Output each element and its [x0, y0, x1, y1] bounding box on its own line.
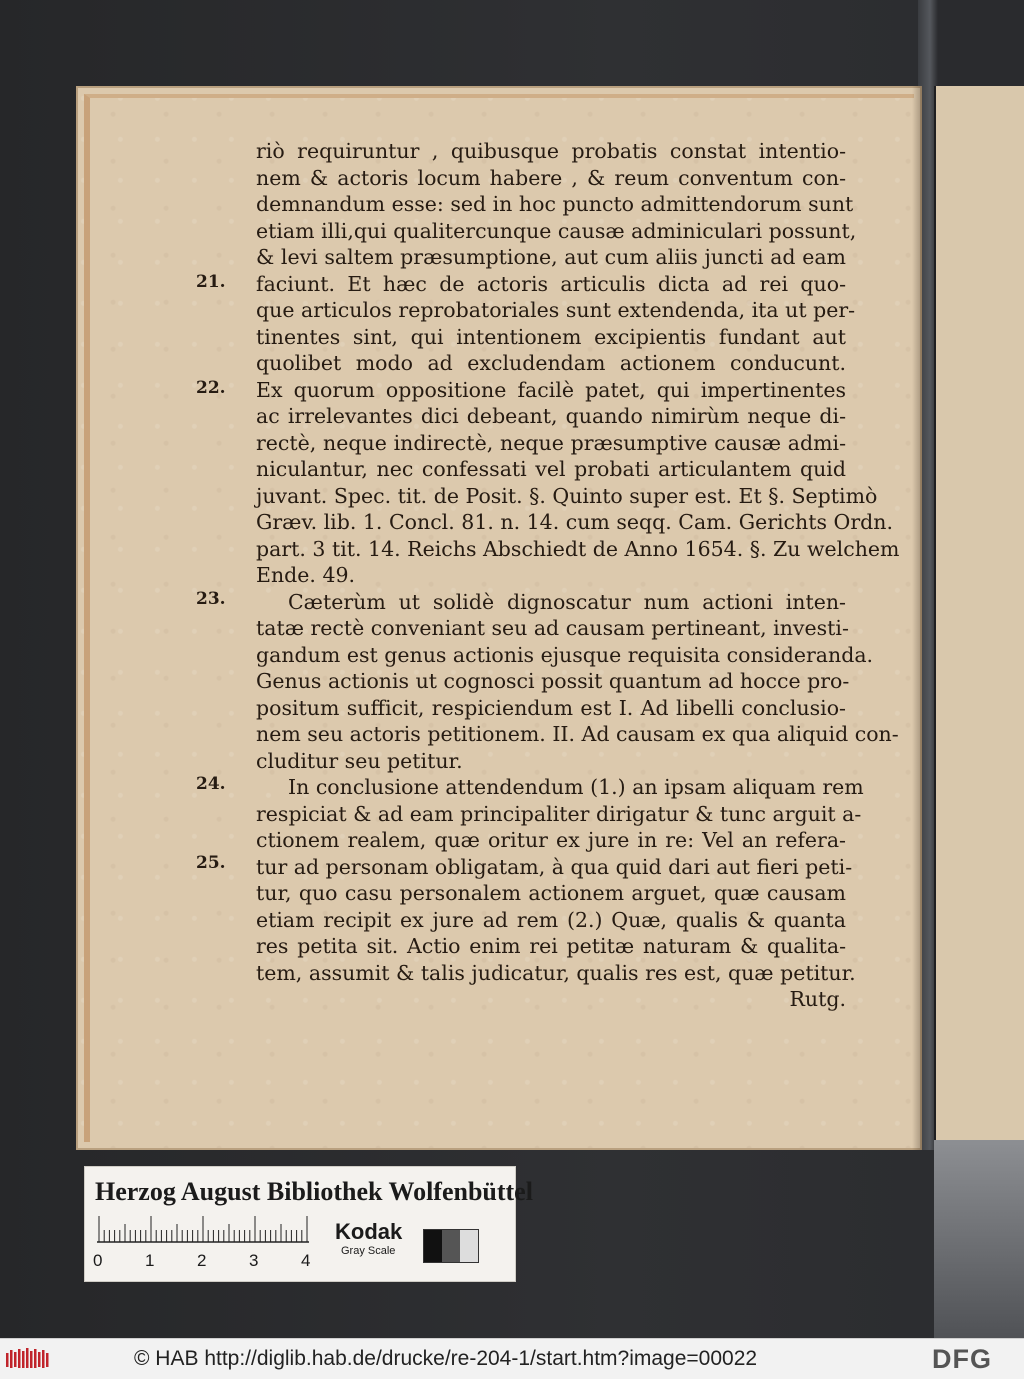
kodak-brand: Kodak: [335, 1219, 403, 1244]
text-line: part. 3 tit. 14. Reichs Abschiedt de Anno 1654. §. Zu welchem: [256, 536, 900, 561]
text-line: nem seu actoris petitionem. II. Ad causam ex qua aliquid con-: [256, 722, 899, 746]
margin-number: 24.: [196, 774, 226, 794]
text-line: que articulos reprobatoriales sunt extendenda, ita ut per-: [256, 298, 856, 322]
ruler-number: 4: [301, 1251, 311, 1270]
text-line: ctionem realem, quæ oritur ex jure in re: Vel an refera-: [256, 828, 846, 852]
text-line: gandum est genus actionis ejusque requisita consideranda.: [256, 642, 874, 667]
ruler-number: 2: [197, 1251, 207, 1270]
margin-number: 23.: [196, 589, 226, 609]
text-line: tinentes sint, qui intentionem excipientis fundant aut: [256, 324, 846, 349]
gutter-shadow: [912, 86, 922, 1150]
text-line: In conclusione attendendum (1.) an ipsam aliquam rem: [288, 775, 864, 799]
margin-number: 22.: [196, 378, 226, 398]
text-line: juvant. Spec. tit. de Posit. §. Quinto super est. Et §. Septimò: [256, 483, 878, 508]
ruler-number: 0: [93, 1251, 103, 1270]
text-line: tur, quo casu personalem actionem arguet, quæ causam: [256, 881, 846, 905]
text-line: Ex quorum oppositione facilè patet, qui impertinentes: [256, 377, 846, 402]
dfg-logo: DFG: [932, 1344, 992, 1374]
text-line: quolibet modo ad excludendam actionem conducunt.: [256, 351, 846, 375]
text-line: Cæterùm ut solidè dignoscatur num actioni inten-: [288, 589, 846, 614]
library-name: Herzog August Bibliothek Wolfenbüttel: [95, 1177, 533, 1206]
text-line: tatæ rectè conveniant seu ad causam pertineant, investi-: [256, 616, 849, 640]
text-line: nem & actoris locum habere , & reum conventum con-: [256, 165, 846, 190]
copyright-url: © HAB http://diglib.hab.de/drucke/re-204-1/start.htm?image=00022: [134, 1347, 758, 1370]
text-line: tem, assumit & talis judicatur, qualis res est, quæ petitur.: [256, 960, 856, 985]
text-line: ac irrelevantes dici debeant, quando nimirùm neque di-: [256, 404, 846, 428]
page-text: [256, 138, 900, 1013]
text-line: cluditur seu petitur.: [256, 748, 463, 773]
kodak-subtitle: Gray Scale: [341, 1245, 396, 1257]
text-line: positum sufficit, respiciendum est I. Ad libelli conclusio-: [256, 695, 846, 720]
text-line: tur ad personam obligatam, à qua quid dari aut fieri peti-: [256, 854, 853, 879]
catchword: Rutg.: [789, 987, 846, 1011]
footer-bar: [0, 1338, 1024, 1379]
text-line: riò requiruntur , quibusque probatis constat intentio-: [256, 139, 846, 163]
margin-number: 25.: [196, 853, 226, 873]
gray-scale-patch-icon: [423, 1229, 479, 1263]
text-line: faciunt. Et hæc de actoris articulis dicta ad rei quo-: [256, 271, 846, 296]
scale-ruler-icon: [97, 1215, 309, 1243]
text-line: Græv. lib. 1. Concl. 81. n. 14. cum seqq. Cam. Gerichts Ordn.: [256, 510, 893, 534]
text-line: etiam recipit ex jure ad rem (2.) Quæ, qualis & quanta: [256, 907, 846, 932]
ruler-numbers: [93, 1251, 323, 1273]
text-line: rectè, neque indirectè, neque præsumptive causæ admi-: [256, 430, 846, 455]
text-line: demnandum esse: sed in hoc puncto admittendorum sunt: [256, 192, 854, 216]
text-line: & levi saltem præsumptione, aut cum aliis juncti ad eam: [256, 245, 846, 269]
ruler-number: 3: [249, 1251, 259, 1270]
adjacent-page: [934, 86, 1024, 1150]
margin-number: 21.: [196, 272, 226, 292]
text-line: respiciat & ad eam principaliter dirigatur & tunc arguit a-: [256, 801, 862, 826]
text-line: res petita sit. Actio enim rei petitæ naturam & qualita-: [256, 934, 846, 958]
text-line: niculantur, nec confessati vel probati articulantem quid: [256, 457, 846, 481]
text-line: Genus actionis ut cognosci possit quantum ad hocce pro-: [256, 669, 850, 693]
text-line: Ende. 49.: [256, 563, 356, 587]
adjacent-page-edge: [934, 1140, 1024, 1338]
text-line: etiam illi,qui qualitercunque causæ adminiculari possunt,: [256, 218, 857, 243]
ruler-number: 1: [145, 1251, 155, 1270]
book-page: [76, 86, 922, 1150]
hab-logo-icon: [6, 1347, 50, 1371]
library-label: [84, 1166, 533, 1282]
